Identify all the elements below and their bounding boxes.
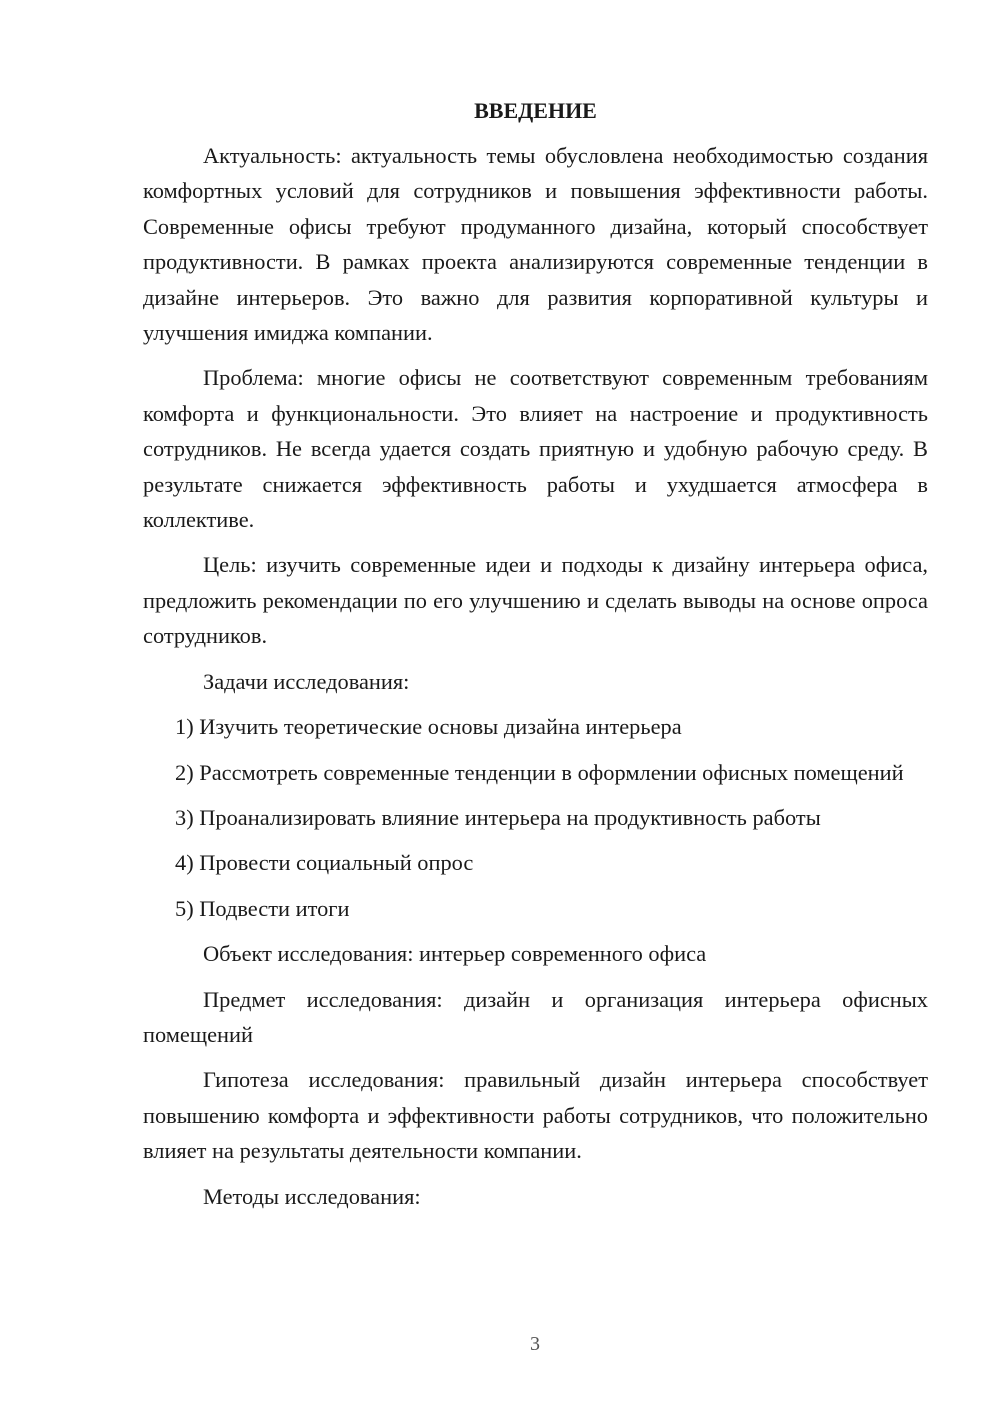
paragraph-goal: Цель: изучить современные идеи и подходы к дизайну интерьера офиса, предложить рекомендации по его улучшению и сделать выводы на основе опроса сотрудников. [143, 552, 928, 649]
task-item: 1) Изучить теоретические основы дизайна интерьера [175, 714, 682, 740]
page-number: 3 [530, 1333, 540, 1355]
paragraph-methods: Методы исследования: [203, 1183, 421, 1209]
paragraph-object: Объект исследования: интерьер современного офиса [203, 941, 707, 967]
task-item: 3) Проанализировать влияние интерьера на продуктивность работы [175, 804, 821, 830]
page-title: ВВЕДЕНИЕ [474, 98, 597, 123]
task-item: 2) Рассмотреть современные тенденции в оформлении офисных помещений [175, 759, 904, 785]
paragraph-hypothesis: Гипотеза исследования: правильный дизайн интерьера способствует повышению комфорта и эффективности работы сотрудников, что положительно влияет на результаты деятельности компании. [143, 1067, 928, 1164]
paragraph-problem: Проблема: многие офисы не соответствуют современным требованиям комфорта и функциональности. Это влияет на настроение и продуктивность сотрудников. Не всегда удается создать приятную и удобную рабочую среду. В результате снижается эффективность работы и ухудшается атмосфера в коллективе. [143, 365, 928, 533]
paragraph-relevance: Актуальность: актуальность темы обусловлена необходимостью создания комфортных условий для сотрудников и повышения эффективности работы. Современные офисы требуют продуманного дизайна, который способствует продуктивности. В рамках проекта анализируются современные тенденции в дизайне интерьеров. Это важно для развития корпоративной культуры и улучшения имиджа компании. [143, 143, 928, 346]
page-content [143, 96, 928, 1224]
task-item: 5) Подвести итоги [175, 895, 350, 921]
paragraph-subject: Предмет исследования: дизайн и организация интерьера офисных помещений [143, 986, 928, 1047]
task-item: 4) Провести социальный опрос [175, 850, 474, 876]
paragraph-tasks-heading: Задачи исследования: [203, 668, 410, 694]
